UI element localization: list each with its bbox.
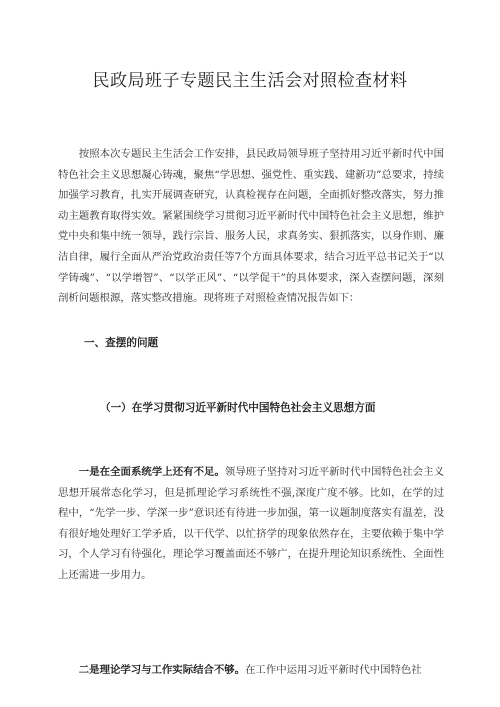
point-two-paragraph	[58, 660, 444, 681]
point-two-lead: 二是理论学习与工作实际结合不够。	[78, 664, 246, 676]
point-two-body: 在工作中运用习近平新时代中国特色社	[245, 664, 422, 676]
point-one-body: 领导班子坚持对习近平新时代中国特色社会主义思想开展常态化学习，但是抓理论学习系统性不强,深度广度不够。比如，在学的过程中，“先学一步、学深一步”意识还有待进一步加强，第一议题制度落实有温差，没有很好地处理好工学矛盾，以干代学、以忙挤学的现象依然存在，主要依赖于集中学习，个人学习有待强化，理论学习覆盖面还不够广，在提升理论知识系统性、全面性上还需进一步用力。	[58, 466, 445, 581]
point-one-lead: 一是在全面系统学上还有不足。	[78, 466, 225, 478]
point-one-paragraph	[58, 462, 444, 586]
section-heading: 一、查摆的问题	[84, 337, 159, 349]
document-title: 民政局班子专题民主生活会对照检查材料	[92, 71, 408, 91]
intro-paragraph: 按照本次专题民主生活会工作安排，县民政局领导班子坚持用习近平新时代中国特色社会主义思想凝心铸魂，聚焦“学思想、强党性、重实践、建新功”总要求，持续加强学习教育，扎实开展调查研究，认真检视存在问题，全面抓好整改落实，努力推动主题教育取得实效。紧紧围绕学习贯彻习近平新时代中国特色社会主义思想，维护党中央和集中统一领导，践行宗旨、服务人民，求真务实、狠抓落实，以身作则、廉洁自律，履行全面从严治党政治责任等7个方面具体要求，结合习近平总书记关于“以学铸魂”、“以学增智”、“以学正风”、“以学促干”的具体要求，深入查摆问题，深刻剖析问题根源，落实整改措施。现将班子对照检查情况报告如下：	[58, 148, 444, 305]
subsection-heading: （一）在学习贯彻习近平新时代中国特色社会主义思想方面	[100, 402, 376, 414]
